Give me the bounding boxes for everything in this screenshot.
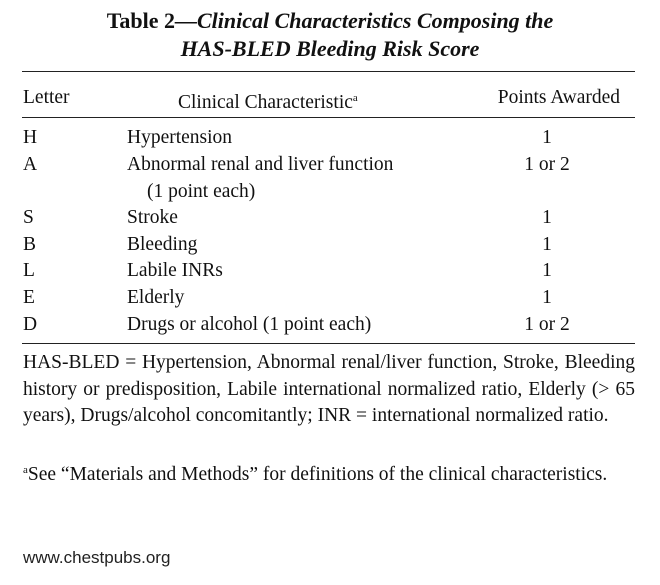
row-points: 1: [542, 127, 552, 148]
header-footnote-marker: a: [352, 92, 358, 104]
footnote-marker: a: [23, 464, 28, 476]
bottom-rule: [22, 343, 635, 344]
row-letter: A: [23, 154, 38, 175]
row-letter: L: [23, 260, 35, 281]
row-characteristic: Elderly: [127, 287, 185, 308]
row-letter: H: [23, 127, 38, 148]
row-characteristic-continuation: (1 point each): [147, 181, 256, 202]
header-clinical-characteristic: [178, 86, 358, 115]
abbreviations-note: HAS-BLED = Hypertension, Abnormal renal/liver function, Stroke, Bleeding history or predisposition, Labile international normalized ratio, Elderly (> 65 years), Drugs/alcohol concomitantly; INR = international normalized ratio.: [23, 352, 635, 426]
row-letter: S: [23, 207, 34, 228]
row-characteristic: Labile INRs: [127, 260, 223, 281]
header-points-awarded: Points Awarded: [497, 87, 620, 108]
footnote-text: See “Materials and Methods” for definitions of the clinical characteristics.: [27, 464, 608, 485]
row-letter: B: [23, 234, 37, 255]
row-characteristic: Drugs or alcohol (1 point each): [127, 314, 372, 335]
header-characteristic-text: Clinical Characteristic: [178, 92, 353, 113]
table-title-line-2: HAS-BLED Bleeding Risk Score: [180, 36, 480, 61]
header-letter: Letter: [23, 87, 70, 108]
top-rule: [22, 71, 635, 72]
table-title-line-1: [0, 8, 660, 34]
row-points: 1: [542, 234, 552, 255]
row-characteristic: Hypertension: [127, 127, 233, 148]
row-letter: E: [23, 287, 35, 308]
table-number: Table 2: [106, 8, 175, 33]
row-points: 1 or 2: [524, 154, 570, 175]
row-points: 1: [542, 207, 552, 228]
row-characteristic: Stroke: [127, 207, 178, 228]
row-points: 1 or 2: [524, 314, 570, 335]
footer-url: www.chestpubs.org: [23, 548, 171, 567]
row-characteristic: Abnormal renal and liver function: [127, 154, 394, 175]
header-rule: [22, 117, 635, 118]
footnote: [23, 457, 635, 489]
row-points: 1: [542, 260, 552, 281]
row-characteristic: Bleeding: [127, 234, 198, 255]
table-title-text: —Clinical Characteristics Composing the: [174, 8, 554, 33]
row-points: 1: [542, 287, 552, 308]
row-letter: D: [23, 314, 38, 335]
